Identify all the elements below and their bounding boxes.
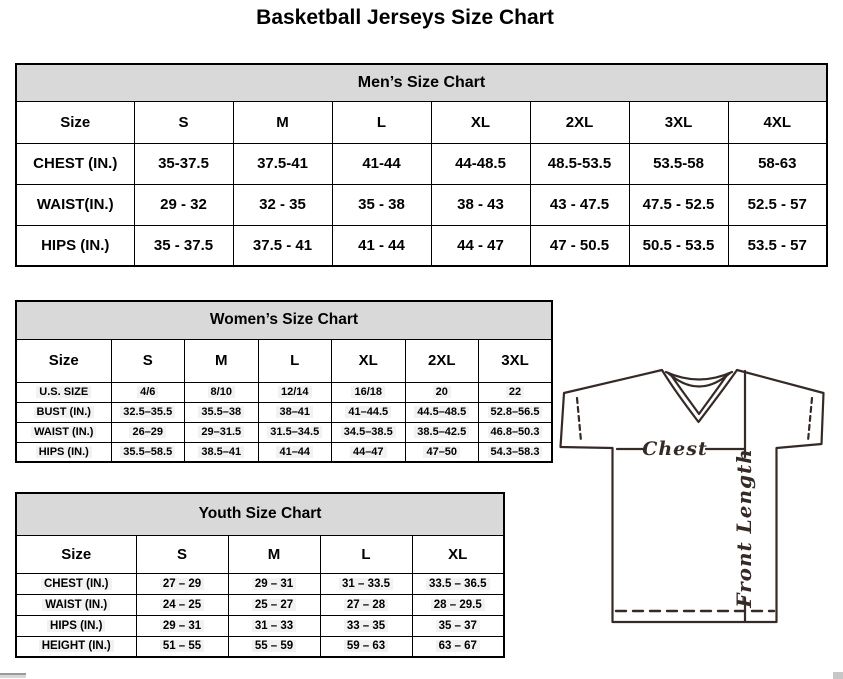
cell-value bbox=[431, 225, 530, 266]
cell-value bbox=[228, 573, 320, 594]
scrollbar-fragment-right[interactable] bbox=[833, 672, 843, 679]
cell-value bbox=[233, 143, 332, 184]
cell-value-text: 59 – 63 bbox=[344, 640, 388, 652]
row-label bbox=[16, 225, 134, 266]
cell-value-text: 25 – 27 bbox=[252, 599, 296, 611]
row-label bbox=[16, 594, 136, 615]
cell-value-text: 37.5-41 bbox=[257, 155, 308, 172]
cell-value-text: 26–29 bbox=[129, 426, 166, 438]
cell-value bbox=[111, 382, 185, 402]
cell-value bbox=[185, 402, 259, 422]
column-header: L bbox=[258, 339, 332, 382]
row-label-text: HIPS (IN.) bbox=[41, 236, 110, 254]
table-row bbox=[16, 442, 552, 462]
cell-value-text: 52.5 - 57 bbox=[747, 196, 807, 213]
cell-value bbox=[228, 636, 320, 657]
cell-value bbox=[111, 442, 185, 462]
cell-value-text: 41 - 44 bbox=[358, 236, 405, 254]
cell-value-text: 31 – 33.5 bbox=[339, 578, 393, 590]
cell-value bbox=[136, 594, 228, 615]
cell-value bbox=[332, 402, 406, 422]
chest-label: Chest bbox=[642, 438, 708, 460]
cell-value-text: 44.5–48.5 bbox=[414, 406, 469, 418]
row-label-text: CHEST (IN.) bbox=[41, 578, 112, 590]
table-row bbox=[16, 594, 504, 615]
cell-value bbox=[405, 442, 479, 462]
cell-value-text: 35 – 37 bbox=[436, 620, 480, 632]
column-header: 3XL bbox=[479, 339, 553, 382]
cell-value-text: 4/6 bbox=[137, 386, 158, 398]
cell-value-text: 47–50 bbox=[423, 446, 460, 458]
sleeve-seam-right-icon bbox=[808, 398, 812, 441]
column-header: 2XL bbox=[530, 101, 629, 143]
row-label bbox=[16, 184, 134, 225]
cell-value bbox=[320, 636, 412, 657]
cell-value bbox=[479, 422, 553, 442]
jersey-measurement-diagram bbox=[555, 360, 843, 674]
cell-value-text: 38.5–41 bbox=[198, 446, 244, 458]
cell-value bbox=[320, 615, 412, 636]
cell-value bbox=[111, 402, 185, 422]
cell-value-text: 20 bbox=[433, 386, 451, 398]
row-label-text: CHEST (IN.) bbox=[33, 155, 118, 172]
cell-value bbox=[405, 402, 479, 422]
table-row bbox=[16, 573, 504, 594]
cell-value-text: 44–47 bbox=[350, 446, 387, 458]
row-label-text: HIPS (IN.) bbox=[47, 620, 105, 632]
cell-value bbox=[134, 143, 233, 184]
column-header: L bbox=[320, 535, 412, 573]
cell-value-text: 37.5 - 41 bbox=[252, 236, 313, 254]
cell-value bbox=[185, 442, 259, 462]
cell-value-text: 47 - 50.5 bbox=[549, 236, 610, 254]
scrollbar-fragment-left[interactable] bbox=[0, 673, 26, 678]
cell-value-text: 47.5 - 52.5 bbox=[642, 196, 715, 213]
row-label-text: HIPS (IN.) bbox=[36, 446, 92, 458]
column-header: L bbox=[332, 101, 431, 143]
cell-value bbox=[332, 422, 406, 442]
row-label bbox=[16, 382, 111, 402]
cell-value bbox=[111, 422, 185, 442]
cell-value bbox=[530, 143, 629, 184]
cell-value bbox=[258, 402, 332, 422]
cell-value bbox=[530, 225, 629, 266]
cell-value bbox=[136, 636, 228, 657]
table-row bbox=[16, 382, 552, 402]
cell-value bbox=[412, 615, 504, 636]
cell-value-text: 35-37.5 bbox=[158, 155, 209, 172]
cell-value bbox=[185, 422, 259, 442]
cell-value-text: 55 – 59 bbox=[252, 640, 296, 652]
column-header: 3XL bbox=[629, 101, 728, 143]
cell-value-text: 41–44.5 bbox=[345, 406, 391, 418]
cell-value-text: 41-44 bbox=[362, 155, 401, 172]
row-label bbox=[16, 573, 136, 594]
cell-value bbox=[228, 594, 320, 615]
cell-value-text: 29–31.5 bbox=[198, 426, 244, 438]
cell-value-text: 38 - 43 bbox=[457, 196, 504, 213]
cell-value bbox=[228, 615, 320, 636]
column-header: 2XL bbox=[405, 339, 479, 382]
table-row bbox=[16, 402, 552, 422]
jersey-outline-icon bbox=[561, 370, 824, 622]
row-label bbox=[16, 636, 136, 657]
cell-value-text: 38.5–42.5 bbox=[414, 426, 469, 438]
cell-value bbox=[728, 184, 827, 225]
cell-value-text: 24 – 25 bbox=[160, 599, 204, 611]
row-label-text: HEIGHT (IN.) bbox=[39, 640, 114, 652]
cell-value bbox=[134, 184, 233, 225]
cell-value bbox=[320, 594, 412, 615]
womens-size-table bbox=[15, 300, 553, 463]
cell-value bbox=[479, 402, 553, 422]
cell-value-text: 53.5 - 57 bbox=[747, 236, 807, 254]
cell-value bbox=[258, 442, 332, 462]
column-header: S bbox=[111, 339, 185, 382]
cell-value-text: 32 - 35 bbox=[259, 196, 306, 213]
cell-value bbox=[479, 442, 553, 462]
cell-value bbox=[728, 225, 827, 266]
column-header: XL bbox=[412, 535, 504, 573]
table-row bbox=[16, 225, 827, 266]
cell-value-text: 35 - 37.5 bbox=[153, 236, 214, 254]
cell-value-text: 63 – 67 bbox=[436, 640, 480, 652]
cell-value-text: 33 – 35 bbox=[344, 620, 388, 632]
cell-value-text: 12/14 bbox=[278, 386, 312, 398]
column-header: M bbox=[233, 101, 332, 143]
table-row bbox=[16, 636, 504, 657]
cell-value-text: 51 – 55 bbox=[160, 640, 204, 652]
cell-value-text: 44-48.5 bbox=[455, 155, 506, 172]
cell-value bbox=[412, 573, 504, 594]
cell-value-text: 27 – 29 bbox=[160, 578, 204, 590]
cell-value-text: 43 - 47.5 bbox=[549, 196, 610, 213]
table-row bbox=[16, 422, 552, 442]
cell-value-text: 50.5 - 53.5 bbox=[642, 236, 715, 254]
row-label bbox=[16, 143, 134, 184]
cell-value-text: 52.8–56.5 bbox=[488, 406, 543, 418]
column-header: S bbox=[136, 535, 228, 573]
cell-value-text: 46.8–50.3 bbox=[488, 426, 543, 438]
cell-value bbox=[405, 382, 479, 402]
cell-value bbox=[332, 442, 406, 462]
cell-value bbox=[479, 382, 553, 402]
cell-value bbox=[320, 573, 412, 594]
page-title: Basketball Jerseys Size Chart bbox=[256, 6, 554, 29]
table-title: Youth Size Chart bbox=[16, 493, 504, 535]
column-header: 4XL bbox=[728, 101, 827, 143]
table-row bbox=[16, 143, 827, 184]
column-header: XL bbox=[431, 101, 530, 143]
column-header: XL bbox=[332, 339, 406, 382]
column-header: M bbox=[228, 535, 320, 573]
cell-value-text: 31 – 33 bbox=[252, 620, 296, 632]
cell-value bbox=[258, 422, 332, 442]
youth-size-table bbox=[15, 492, 505, 658]
cell-value-text: 38–41 bbox=[276, 406, 313, 418]
cell-value-text: 58-63 bbox=[758, 155, 797, 172]
column-header: M bbox=[185, 339, 259, 382]
table-title: Men’s Size Chart bbox=[16, 64, 827, 101]
cell-value-text: 29 - 32 bbox=[160, 196, 207, 213]
cell-value-text: 48.5-53.5 bbox=[547, 155, 612, 172]
cell-value bbox=[629, 184, 728, 225]
cell-value bbox=[332, 184, 431, 225]
cell-value-text: 8/10 bbox=[208, 386, 235, 398]
row-label bbox=[16, 422, 111, 442]
cell-value-text: 34.5–38.5 bbox=[341, 426, 396, 438]
cell-value bbox=[233, 225, 332, 266]
table-row bbox=[16, 184, 827, 225]
mens-size-table bbox=[15, 63, 828, 267]
cell-value-text: 28 – 29.5 bbox=[431, 599, 485, 611]
front-length-label: Front Length bbox=[732, 448, 756, 608]
sleeve-seam-left-icon bbox=[577, 398, 581, 441]
cell-value bbox=[412, 636, 504, 657]
cell-value bbox=[233, 184, 332, 225]
column-header: Size bbox=[16, 101, 134, 143]
cell-value bbox=[332, 143, 431, 184]
cell-value-text: 41–44 bbox=[276, 446, 313, 458]
cell-value bbox=[431, 143, 530, 184]
table-row bbox=[16, 615, 504, 636]
cell-value bbox=[134, 225, 233, 266]
row-label bbox=[16, 615, 136, 636]
row-label-text: WAIST(IN.) bbox=[36, 196, 114, 213]
table-title: Women’s Size Chart bbox=[16, 301, 552, 339]
cell-value-text: 35 - 38 bbox=[358, 196, 405, 213]
cell-value-text: 31.5–34.5 bbox=[267, 426, 322, 438]
cell-value-text: 35.5–38 bbox=[198, 406, 244, 418]
cell-value-text: 16/18 bbox=[351, 386, 385, 398]
cell-value bbox=[185, 382, 259, 402]
row-label-text: WAIST (IN.) bbox=[31, 426, 96, 438]
cell-value bbox=[629, 225, 728, 266]
cell-value bbox=[136, 573, 228, 594]
cell-value-text: 22 bbox=[506, 386, 524, 398]
column-header: Size bbox=[16, 339, 111, 382]
cell-value-text: 32.5–35.5 bbox=[120, 406, 175, 418]
cell-value bbox=[332, 382, 406, 402]
cell-value-text: 27 – 28 bbox=[344, 599, 388, 611]
row-label-text: U.S. SIZE bbox=[36, 386, 91, 398]
cell-value bbox=[412, 594, 504, 615]
cell-value bbox=[258, 382, 332, 402]
cell-value bbox=[629, 143, 728, 184]
row-label bbox=[16, 442, 111, 462]
row-label-text: WAIST (IN.) bbox=[42, 599, 110, 611]
row-label bbox=[16, 402, 111, 422]
cell-value-text: 29 – 31 bbox=[252, 578, 296, 590]
cell-value bbox=[530, 184, 629, 225]
cell-value bbox=[728, 143, 827, 184]
cell-value-text: 44 - 47 bbox=[457, 236, 504, 254]
cell-value bbox=[431, 184, 530, 225]
cell-value bbox=[136, 615, 228, 636]
cell-value bbox=[332, 225, 431, 266]
cell-value-text: 33.5 – 36.5 bbox=[426, 578, 490, 590]
cell-value bbox=[405, 422, 479, 442]
cell-value-text: 29 – 31 bbox=[160, 620, 204, 632]
column-header: Size bbox=[16, 535, 136, 573]
cell-value-text: 53.5-58 bbox=[653, 155, 704, 172]
cell-value-text: 54.3–58.3 bbox=[488, 446, 543, 458]
row-label-text: BUST (IN.) bbox=[34, 406, 94, 418]
cell-value-text: 35.5–58.5 bbox=[120, 446, 175, 458]
column-header: S bbox=[134, 101, 233, 143]
